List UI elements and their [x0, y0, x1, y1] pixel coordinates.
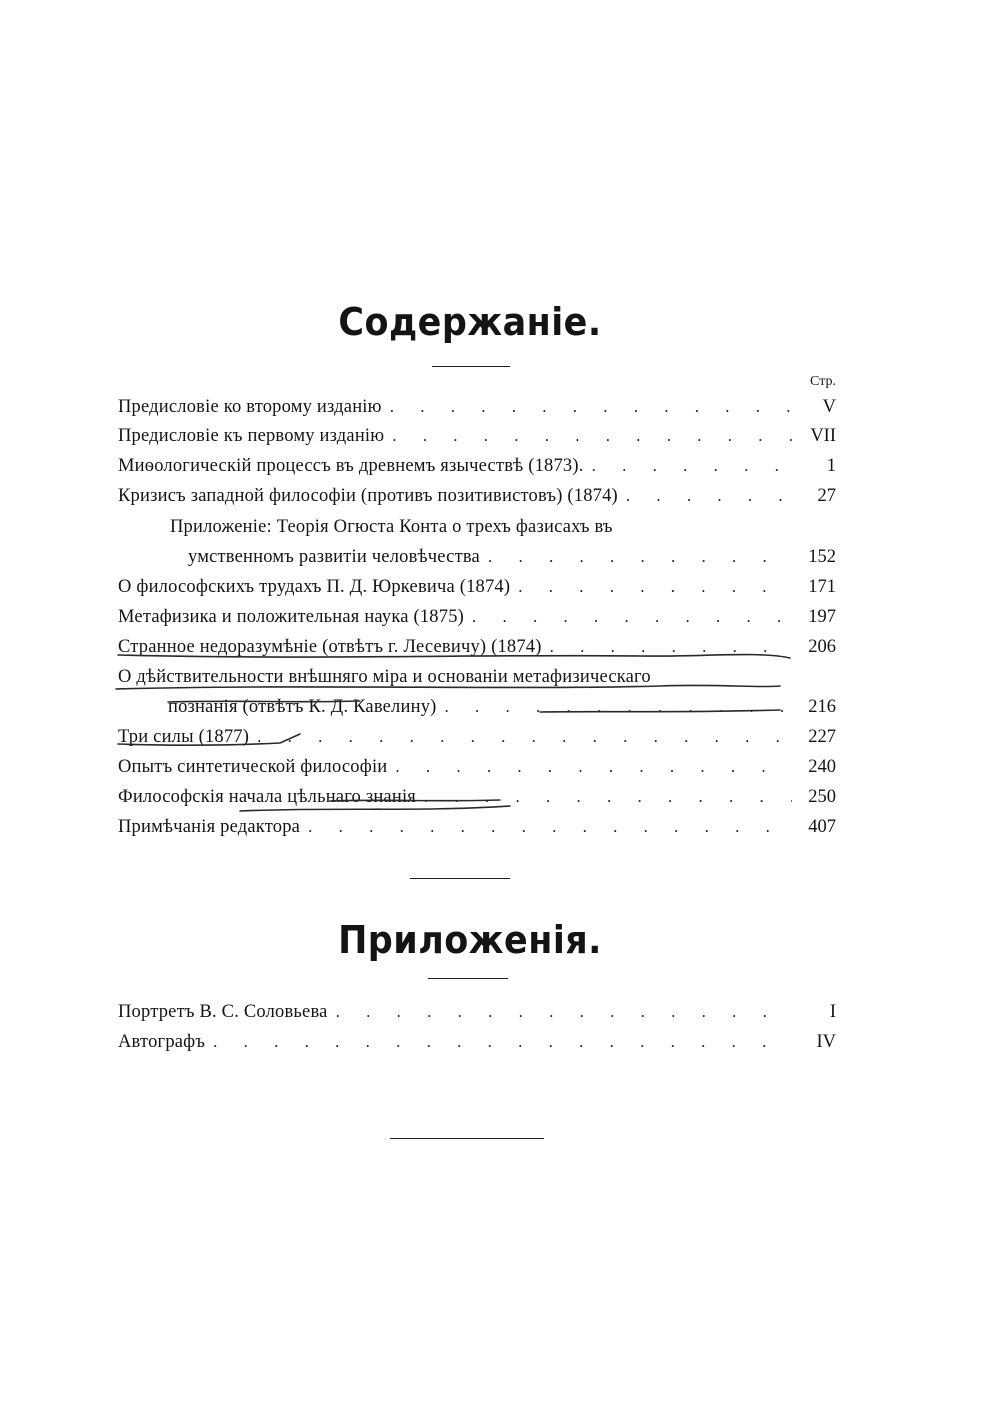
toc-entry-title: Метафизика и положительная наука (1875): [118, 607, 465, 627]
toc-entry[interactable]: [118, 572, 836, 602]
toc-entry-title: Три силы (1877): [118, 727, 250, 747]
appendix-entry-page: IV: [816, 1032, 836, 1052]
end-rule: [390, 1138, 544, 1139]
toc-entry-title: Философскiя начала цѣльнаго знанiя: [118, 787, 416, 807]
toc-entry-title: умственномъ развитiи человѣчества: [188, 547, 480, 567]
toc-entry-page: 206: [808, 637, 836, 657]
dot-leader: [390, 392, 792, 422]
toc-entry-title: познанiя (отвѣтъ К. Д. Кавелину): [168, 697, 437, 717]
toc-entry-page: 216: [808, 697, 836, 717]
dot-leader: [488, 542, 792, 572]
toc-entry-title: Странное недоразумѣнiе (отвѣтъ г. Лесевичу) (1874): [118, 637, 542, 657]
appendix-entry[interactable]: [118, 997, 836, 1027]
toc-entry-title: Опытъ синтетической философiи: [118, 757, 388, 777]
dot-leader: [626, 481, 792, 511]
contents-heading: Содержанiе.: [338, 300, 602, 344]
toc-entry[interactable]: [118, 812, 836, 842]
appendix-entry-page: I: [829, 1002, 836, 1022]
toc-entry-page: 250: [808, 787, 836, 807]
heading-rule: [428, 978, 508, 979]
toc-entry-page: 227: [808, 727, 836, 747]
appendix-heading: Приложенiя.: [338, 918, 602, 962]
toc-entry-page: 407: [808, 817, 836, 837]
dot-leader: [395, 752, 792, 782]
dot-leader: [257, 722, 792, 752]
toc-entry-title: Предисловiе къ первому изданiю: [118, 426, 385, 446]
toc-entry-page: 152: [808, 547, 836, 567]
section-divider: [410, 878, 510, 879]
heading-rule: [432, 366, 510, 367]
toc-entry-page: VII: [810, 426, 836, 446]
toc-entry-page: 1: [826, 456, 836, 476]
dot-leader: [213, 1027, 792, 1057]
toc-entry[interactable]: [118, 722, 836, 752]
toc-entry-title: Кризисъ западной философiи (противъ позитивистовъ) (1874): [118, 486, 618, 506]
toc-entry[interactable]: [118, 481, 836, 511]
toc-entry-sub[interactable]: [188, 542, 836, 572]
toc-entry-title: Приложенiе: Теорiя Огюста Конта о трехъ фазисахъ въ: [170, 517, 613, 537]
toc-entry-title: Примѣчанiя редактора: [118, 817, 301, 837]
appendix-entry-title: Портретъ В. С. Соловьева: [118, 1002, 328, 1022]
toc-entry-sub[interactable]: [168, 692, 836, 722]
toc-entry-sub[interactable]: [170, 512, 836, 542]
dot-leader: [592, 451, 792, 481]
toc-entry[interactable]: [118, 782, 836, 812]
appendix-entry-title: Автографъ: [118, 1032, 206, 1052]
dot-leader: [336, 997, 792, 1027]
toc-entry[interactable]: [118, 421, 836, 451]
toc-entry[interactable]: [118, 602, 836, 632]
toc-entry-page: V: [822, 397, 836, 417]
toc-entry-title: О дѣйствительности внѣшняго мiра и основанiи метафизическаго: [118, 667, 651, 687]
dot-leader: [392, 421, 792, 451]
toc-entry[interactable]: [118, 752, 836, 782]
dot-leader: [550, 632, 792, 662]
toc-entry[interactable]: [118, 451, 836, 481]
toc-entry-title: Предисловiе ко второму изданiю: [118, 397, 382, 417]
appendix-entry[interactable]: [118, 1027, 836, 1057]
toc-entry[interactable]: [118, 662, 836, 692]
dot-leader: [472, 602, 792, 632]
toc-entry-page: 197: [808, 607, 836, 627]
toc-entry-page: 171: [808, 577, 836, 597]
page-column-label: Стр.: [810, 374, 836, 389]
dot-leader: [518, 572, 792, 602]
toc-entry-page: 240: [808, 757, 836, 777]
toc-entry-title: О философскихъ трудахъ П. Д. Юркевича (1874): [118, 577, 511, 597]
dot-leader: [308, 812, 792, 842]
dot-leader: [424, 782, 792, 812]
toc-entry[interactable]: [118, 632, 836, 662]
toc-entry-page: 27: [817, 486, 836, 506]
dot-leader: [445, 692, 793, 722]
toc-entry-title: Миѳологическiй процессъ въ древнемъ язычествѣ (1873).: [118, 456, 584, 476]
toc-entry[interactable]: [118, 392, 836, 422]
